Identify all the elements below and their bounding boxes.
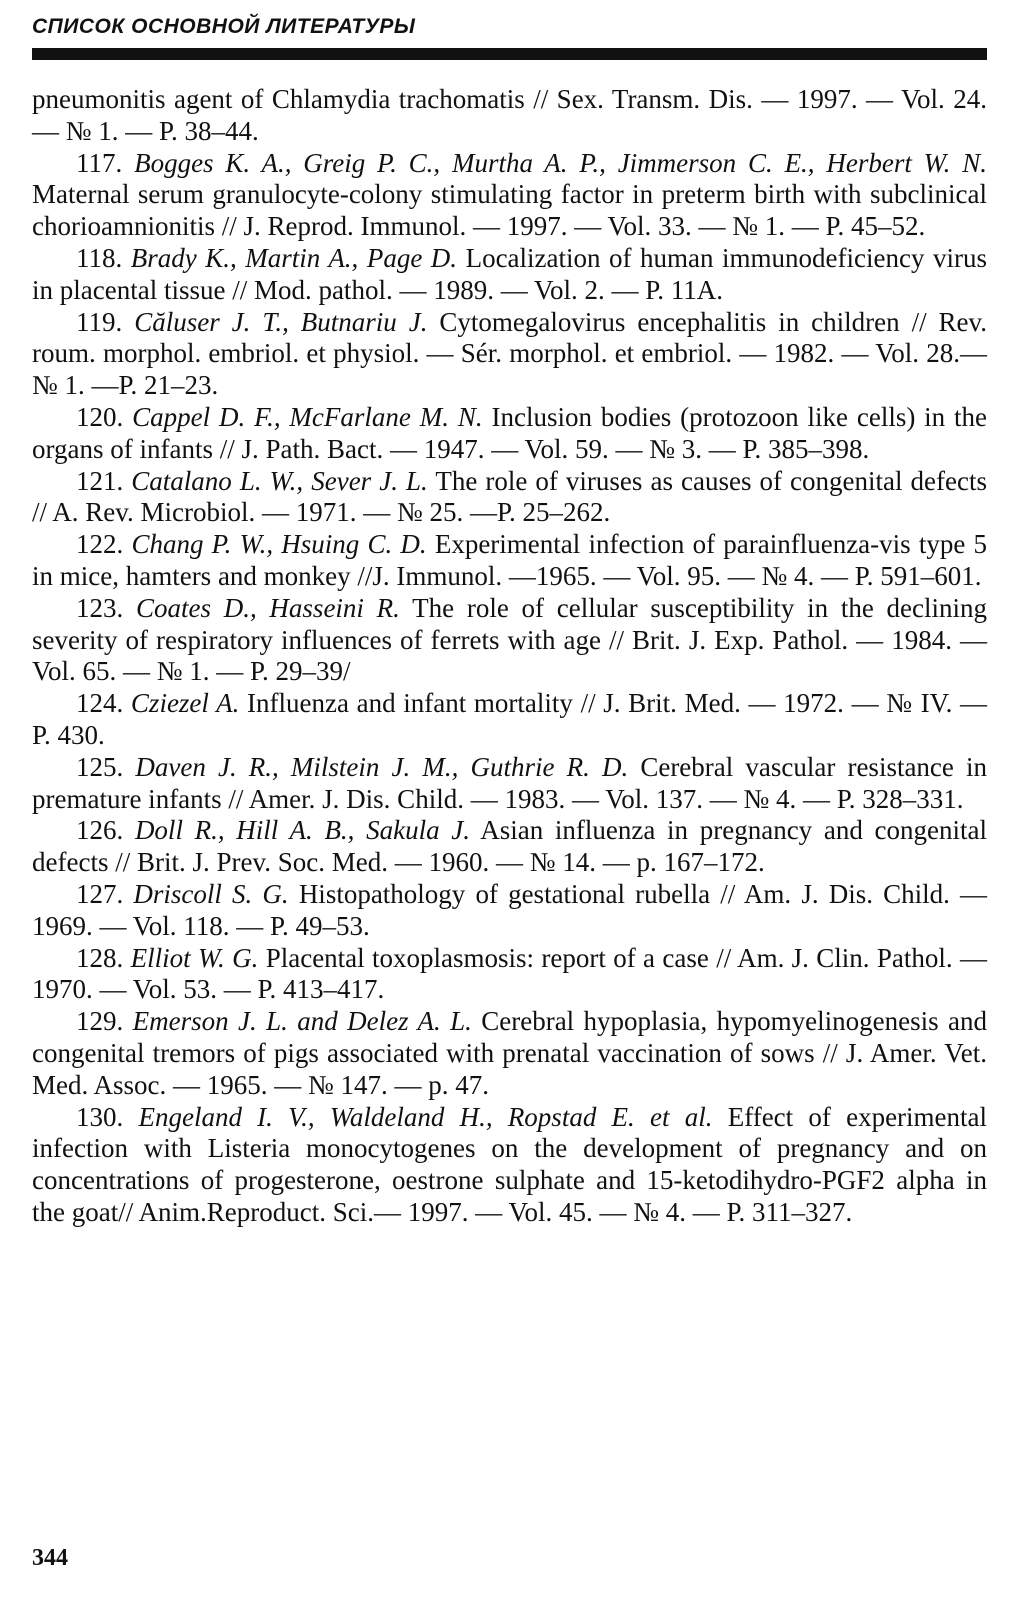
- reference-number: 128.: [76, 942, 124, 973]
- reference-text: Experimental infection of parainfluenza-vis type 5 in mice, hamters and monkey //J. Immunol. —1965. — Vol. 95. — № 4. — P. 591–601.: [32, 529, 988, 591]
- reference-authors: Căluser J. T., Butnariu J.: [134, 306, 428, 337]
- reference-authors: Emerson J. L. and Delez A. L.: [132, 1006, 472, 1037]
- header-rule: [32, 48, 987, 60]
- reference-authors: Coates D., Hasseini R.: [135, 592, 400, 623]
- reference-text: The role of cellular susceptibility in the declining severity of respiratory influences of ferrets with age // Brit. J. Exp. Pathol. — 1984. — Vol. 65. — № 1. — P. 29–39/: [32, 592, 988, 687]
- reference-text: Histopathology of gestational rubella // Am. J. Dis. Child. — 1969. — Vol. 118. — P. 49–53.: [32, 878, 988, 941]
- reference-text: Localization of human immunodeficiency virus in placental tissue // Mod. pathol. — 1989. — Vol. 2. — P. 11A.: [32, 242, 987, 305]
- page-number: 344: [32, 1545, 68, 1571]
- reference-authors: Cziezel A.: [130, 688, 240, 719]
- reference-number: 119.: [76, 306, 123, 337]
- reference-item: [32, 1006, 987, 1101]
- reference-text: Cytomegalovirus encephalitis in children // Rev. roum. morphol. embriol. et physiol. — Sér. morphol. et embriol. — 1982. — Vol. 28.— № 1. —P. 21–23.: [32, 306, 988, 401]
- reference-number: 120.: [76, 401, 124, 432]
- reference-number: 117.: [76, 147, 123, 178]
- reference-item: [32, 84, 987, 148]
- reference-text: Cerebral vascular resistance in premature infants // Amer. J. Dis. Child. — 1983. — Vol. 137. — № 4. — P. 328–331.: [32, 751, 988, 814]
- reference-authors: Daven J. R., Milstein J. M., Guthrie R. D.: [135, 751, 629, 782]
- reference-authors: Catalano L. W., Sever J. L.: [131, 465, 428, 496]
- reference-item: [32, 943, 987, 1007]
- reference-number: 124.: [76, 688, 124, 719]
- reference-authors: Bogges K. A., Greig P. C., Murtha A. P., Jimmerson C. E., Herbert W. N.: [134, 147, 988, 178]
- reference-text: Influenza and infant mortality // J. Brit. Med. — 1972. — № IV. — P. 430.: [32, 688, 988, 750]
- reference-item: [32, 879, 987, 943]
- reference-item: [32, 815, 987, 879]
- reference-number: 122.: [76, 529, 124, 560]
- reference-item: [32, 402, 987, 466]
- reference-item: [32, 243, 987, 307]
- book-page: [32, 14, 987, 1584]
- reference-text: Placental toxoplasmosis: report of a case // Am. J. Clin. Pathol. — 1970. — Vol. 53. — P. 413–417.: [32, 942, 988, 1005]
- reference-number: 130.: [76, 1101, 124, 1132]
- running-title: СПИСОК ОСНОВНОЙ ЛИТЕРАТУРЫ: [32, 15, 416, 38]
- reference-text: Effect of experimental infection with Listeria monocytogenes on the development of pregnancy and on concentrations of progesterone, oestrone sulphate and 15-ketodihydro-PGF2 alpha in the goat// Anim.Reproduct. Sci.— 1997. — Vol. 45. — № 4. — P. 311–327.: [32, 1101, 988, 1227]
- reference-item: [32, 688, 987, 752]
- reference-number: 125.: [76, 751, 124, 782]
- reference-item: [32, 1102, 987, 1229]
- reference-authors: Engeland I. V., Waldeland H., Ropstad E. et al.: [138, 1101, 713, 1132]
- reference-number: 129.: [76, 1006, 124, 1037]
- reference-number: 121.: [76, 465, 124, 496]
- reference-item: [32, 752, 987, 816]
- reference-authors: Driscoll S. G.: [133, 878, 289, 909]
- reference-item: [32, 593, 987, 688]
- reference-list: [32, 84, 987, 1229]
- reference-item: [32, 307, 987, 402]
- reference-number: 118.: [76, 242, 123, 273]
- reference-text: The role of viruses as causes of congenital defects // A. Rev. Microbiol. — 1971. — № 25. —P. 25–262.: [32, 465, 988, 528]
- reference-text: Asian influenza in pregnancy and congenital defects // Brit. J. Prev. Soc. Med. — 1960. — № 14. — p. 167–172.: [32, 815, 987, 878]
- reference-item: [32, 529, 987, 593]
- reference-authors: Doll R., Hill A. B., Sakula J.: [134, 815, 471, 846]
- reference-number: 127.: [76, 878, 124, 909]
- reference-item: [32, 466, 987, 530]
- reference-number: 126.: [76, 815, 124, 846]
- reference-authors: Chang P. W., Hsuing C. D.: [131, 529, 427, 560]
- reference-text: Cerebral hypoplasia, hypomyelinogenesis and congenital tremors of pigs associated with prenatal vaccination of sows // J. Amer. Vet. Med. Assoc. — 1965. — № 147. — p. 47.: [32, 1006, 987, 1100]
- reference-text: pneumonitis agent of Chlamydia trachomatis // Sex. Transm. Dis. — 1997. — Vol. 24. — № 1. — P. 38–44.: [32, 84, 987, 146]
- reference-text: Inclusion bodies (protozoon like cells) in the organs of infants // J. Path. Bact. — 1947. — Vol. 59. — № 3. — P. 385–398.: [32, 401, 988, 464]
- reference-authors: Elliot W. G.: [130, 942, 259, 973]
- reference-text: Maternal serum granulocyte-colony stimulating factor in preterm birth with subclinical chorioamnionitis // J. Reprod. Immunol. — 1997. — Vol. 33. — № 1. — P. 45–52.: [32, 179, 987, 242]
- reference-item: [32, 148, 987, 243]
- reference-authors: Brady K., Martin A., Page D.: [130, 242, 458, 273]
- reference-authors: Cappel D. F., McFarlane M. N.: [132, 401, 483, 432]
- reference-number: 123.: [76, 592, 124, 623]
